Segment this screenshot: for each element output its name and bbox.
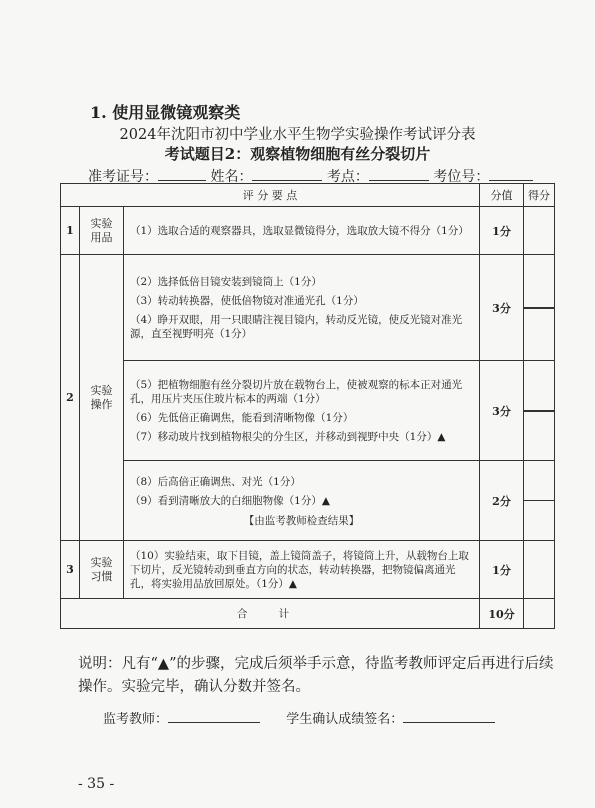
scoring-table bbox=[60, 183, 555, 629]
score-cells[interactable] bbox=[524, 461, 555, 541]
student-label: 学生确认成绩签名： bbox=[286, 712, 404, 727]
scoring-item: （3）转动转换器，使低倍物镜对准通光孔（1分） bbox=[130, 294, 364, 307]
scoring-item: （1）选取合适的观察器具，选取显微镜得分，选取放大镜不得分（1分） bbox=[124, 207, 480, 255]
venue-label: 考点： bbox=[326, 169, 369, 185]
group-points: 3分 bbox=[480, 361, 524, 461]
row-number: 2 bbox=[61, 255, 80, 541]
scoring-item: （4）睁开双眼，用一只眼睛注视目镜内，转动反光镜，使反光镜对准光源，直至视野明亮（1分） bbox=[130, 313, 463, 340]
explanation-text: 说明：凡有“▲”的步骤，完成后须举手示意，待监考教师评定后再进行后续操作。实验完毕，确认分数并签名。 bbox=[78, 656, 554, 695]
scoring-items-group bbox=[124, 361, 480, 461]
scoring-items-group bbox=[124, 461, 480, 541]
total-points: 10分 bbox=[480, 599, 524, 629]
row-points: 1分 bbox=[480, 207, 524, 255]
section-title: 1. 使用显微镜观察类 bbox=[90, 103, 241, 122]
row-number: 3 bbox=[61, 541, 80, 599]
row-category: 实验用品 bbox=[80, 207, 124, 255]
scoring-item: （5）把植物细胞有丝分裂切片放在载物台上，使被观察的标本正对通光孔，用压片夹压住玻片标本的两端（1分） bbox=[130, 378, 463, 405]
row-points: 1分 bbox=[480, 541, 524, 599]
total-label: 合 计 bbox=[61, 599, 480, 629]
table-header-row bbox=[61, 184, 555, 207]
signature-line bbox=[103, 708, 495, 727]
score-cells[interactable] bbox=[524, 255, 555, 361]
table-row bbox=[61, 207, 555, 255]
exam-topic: 考试题目2：观察植物细胞有丝分裂切片 bbox=[164, 145, 431, 163]
group-points: 3分 bbox=[480, 255, 524, 361]
total-row bbox=[61, 599, 555, 629]
proctor-check-note: 【由监考教师检查结果】 bbox=[243, 514, 360, 527]
total-score-cell[interactable] bbox=[524, 599, 555, 629]
scoring-items-group bbox=[124, 255, 480, 361]
scoring-item: （8）后高倍正确调焦、对光（1分） bbox=[130, 475, 301, 488]
exam-no-field bbox=[158, 168, 206, 181]
scoring-item: （10）实验结束，取下目镜，盖上镜筒盖子，将镜筒上升，从载物台上取下切片，反光镜转动到垂直方向的状态，转动转换器，把物镜偏离通光孔，将实验用品放回原处。（1分）▲ bbox=[124, 541, 480, 599]
table-row bbox=[61, 541, 555, 599]
proctor-label: 监考教师： bbox=[103, 712, 169, 727]
exam-no-label: 准考证号： bbox=[88, 169, 158, 185]
score-cell[interactable] bbox=[524, 207, 555, 255]
name-label: 姓名： bbox=[210, 169, 253, 185]
name-field bbox=[252, 168, 322, 181]
table-row bbox=[61, 255, 555, 361]
row-number: 1 bbox=[61, 207, 80, 255]
scoring-item: （2）选择低倍目镜安装到镜筒上（1分） bbox=[130, 275, 322, 288]
seat-field bbox=[489, 168, 533, 181]
header-scoring-points: 评 分 要 点 bbox=[61, 184, 480, 207]
group-points: 2分 bbox=[480, 461, 524, 541]
student-signature-field[interactable] bbox=[403, 708, 495, 723]
page-number: - 35 - bbox=[78, 776, 115, 792]
seat-label: 考位号： bbox=[433, 169, 490, 185]
proctor-signature-field[interactable] bbox=[168, 708, 260, 723]
scoring-item: （7）移动玻片找到植物根尖的分生区，并移动到视野中央（1分）▲ bbox=[130, 430, 446, 443]
score-cell[interactable] bbox=[524, 541, 555, 599]
scoring-item: （6）先低倍正确调焦，能看到清晰物像（1分） bbox=[130, 411, 354, 424]
row-category: 实验操作 bbox=[80, 255, 124, 541]
document-title: 2024年沈阳市初中学业水平生物学实验操作考试评分表 bbox=[119, 127, 476, 143]
score-cells[interactable] bbox=[524, 361, 555, 461]
venue-field bbox=[369, 168, 429, 181]
header-score: 得分 bbox=[524, 184, 555, 207]
scoring-item: （9）看到清晰放大的白细胞物像（1分）▲ bbox=[130, 494, 330, 507]
table-row bbox=[61, 361, 555, 461]
row-category: 实验习惯 bbox=[80, 541, 124, 599]
header-points: 分值 bbox=[480, 184, 524, 207]
table-row bbox=[61, 461, 555, 541]
